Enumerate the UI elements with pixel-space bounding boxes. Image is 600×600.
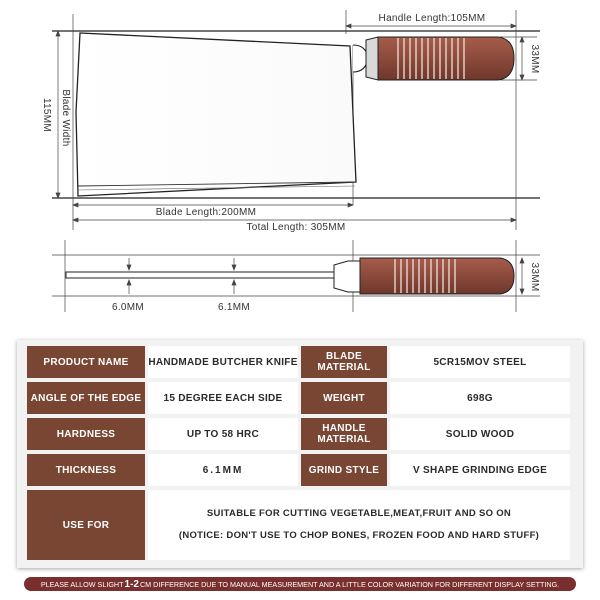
spec-value-edge-angle: 15 DEGREE EACH SIDE	[148, 382, 298, 414]
spec-value-grind-style: V SHAPE GRINDING EDGE	[390, 454, 570, 486]
handle-height-label-side: 33MM	[529, 262, 540, 292]
spec-value-use-for	[148, 490, 570, 560]
spec-label-product-name: PRODUCT NAME	[27, 346, 145, 378]
total-length-label: Total Length: 305MM	[246, 222, 346, 233]
handle-height-dimension-side	[520, 258, 524, 294]
disclaimer-suffix: CM DIFFERENCE DUE TO MANUAL MEASUREMENT AND A LITTLE COLOR VARIATION FOR DIFFERENT DISPLAY SETTING.	[139, 579, 560, 589]
use-for-line-1: SUITABLE FOR CUTTING VEGETABLE,MEAT,FRUIT AND SO ON	[206, 508, 512, 519]
cleaver-side-view	[66, 258, 514, 294]
spec-label-thickness: THICKNESS	[27, 454, 145, 486]
disclaimer-range: 1-2	[124, 578, 139, 590]
spec-value-hardness: UP TO 58 HRC	[148, 418, 298, 450]
spec-value-thickness: 6.1MM	[148, 454, 298, 486]
spec-value-handle-material: SOLID WOOD	[390, 418, 570, 450]
spec-label-grind-style: GRIND STYLE	[301, 454, 387, 486]
thickness-label-1: 6.0MM	[111, 302, 145, 313]
spec-label-edge-angle: ANGLE OF THE EDGE	[27, 382, 145, 414]
blade-length-label: Blade Length:200MM	[155, 207, 257, 218]
disclaimer-banner	[24, 577, 576, 591]
blade-width-label: Blade Width	[60, 89, 71, 147]
spec-value-weight: 698G	[390, 382, 570, 414]
thickness-label-2: 6.1MM	[217, 302, 251, 313]
cleaver-blade	[76, 33, 356, 196]
spec-label-handle-material: HANDLE MATERIAL	[301, 418, 387, 450]
blade-width-value: 115MM	[41, 97, 52, 133]
spec-table	[17, 340, 583, 568]
disclaimer-prefix: PLEASE ALLOW SLIGHT	[40, 579, 124, 589]
use-for-line-2: (NOTICE: DON'T USE TO CHOP BONES, FROZEN FOOD AND HARD STUFF)	[178, 530, 540, 541]
handle-length-dimension	[346, 24, 516, 28]
blade-width-dimension	[56, 31, 60, 198]
spec-label-hardness: HARDNESS	[27, 418, 145, 450]
handle-height-dimension-top	[520, 37, 524, 80]
handle-length-label: Handle Length:105MM	[378, 13, 486, 24]
spec-label-blade-material: BLADE MATERIAL	[301, 346, 387, 378]
spec-label-use-for: USE FOR	[27, 490, 145, 560]
cleaver-handle-top	[353, 37, 514, 80]
spec-value-blade-material: 5CR15MOV STEEL	[390, 346, 570, 378]
spec-value-product-name: HANDMADE BUTCHER KNIFE	[148, 346, 298, 378]
spec-label-weight: WEIGHT	[301, 382, 387, 414]
handle-height-label-top: 33MM	[529, 44, 540, 74]
